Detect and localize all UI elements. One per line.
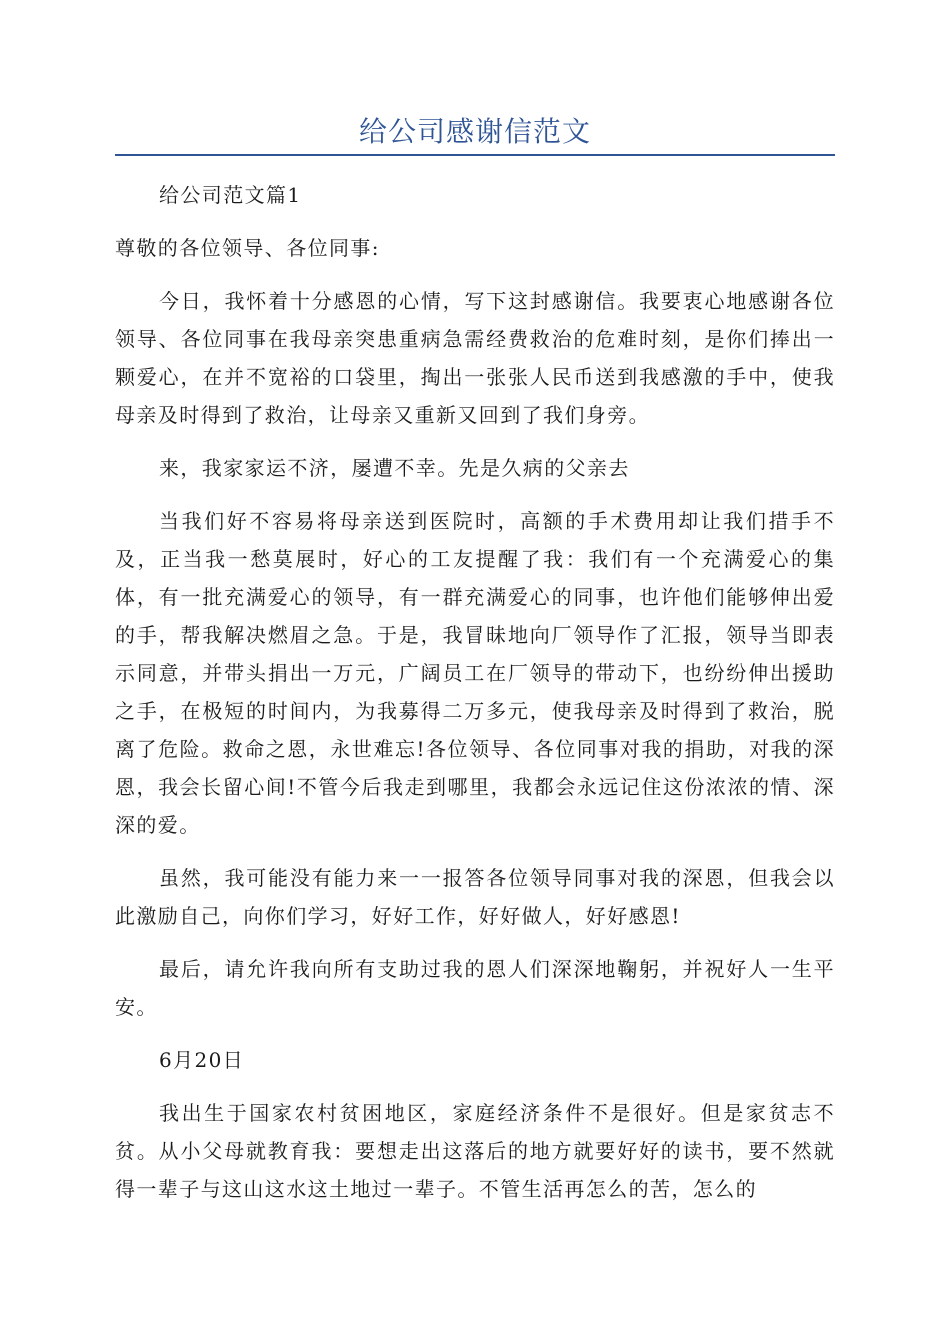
paragraph: 虽然，我可能没有能力来一一报答各位领导同事对我的深恩，但我会以此激励自己，向你们学习，好好工作，好好做人，好好感恩! [115,866,835,928]
salutation: 尊敬的各位领导、各位同事: [115,236,380,260]
paragraph: 今日，我怀着十分感恩的心情，写下这封感谢信。我要衷心地感谢各位领导、各位同事在我母亲突患重病急需经费救治的危难时刻，是你们捧出一颗爱心，在并不宽裕的口袋里，掏出一张张人民币送到我感激的手中，使我母亲及时得到了救治，让母亲又重新又回到了我们身旁。 [115,289,835,427]
date-line: 6月20日 [159,1048,245,1072]
paragraph: 最后，请允许我向所有支助过我的恩人们深深地鞠躬，并祝好人一生平安。 [115,957,835,1019]
document-title: 给公司感谢信范文 [358,115,591,148]
title-underline [115,154,835,156]
paragraph: 来，我家家运不济，屡遭不幸。先是久病的父亲去 [159,456,630,480]
paragraph: 当我们好不容易将母亲送到医院时，高额的手术费用却让我们措手不及，正当我一愁莫展时，好心的工友提醒了我：我们有一个充满爱心的集体，有一批充满爱心的领导，有一群充满爱心的同事，也许他们能够伸出爱的手，帮我解决燃眉之急。于是，我冒昧地向厂领导作了汇报，领导当即表示同意，并带头捐出一万元，广阔员工在厂领导的带动下，也纷纷伸出援助之手，在极短的时间内，为我募得二万多元，使我母亲及时得到了救治，脱离了危险。救命之恩，永世难忘!各位领导、各位同事对我的捐助，对我的深恩，我会长留心间!不管今后我走到哪里，我都会永远记住这份浓浓的情、深深的爱。 [115,509,835,837]
document-body [115,176,835,1223]
section-heading: 给公司范文篇1 [159,183,302,207]
paragraph: 我出生于国家农村贫困地区，家庭经济条件不是很好。但是家贫志不贫。从小父母就教育我：要想走出这落后的地方就要好好的读书，要不然就得一辈子与这山这水这土地过一辈子。不管生活再怎么的苦，怎么的 [115,1101,835,1201]
